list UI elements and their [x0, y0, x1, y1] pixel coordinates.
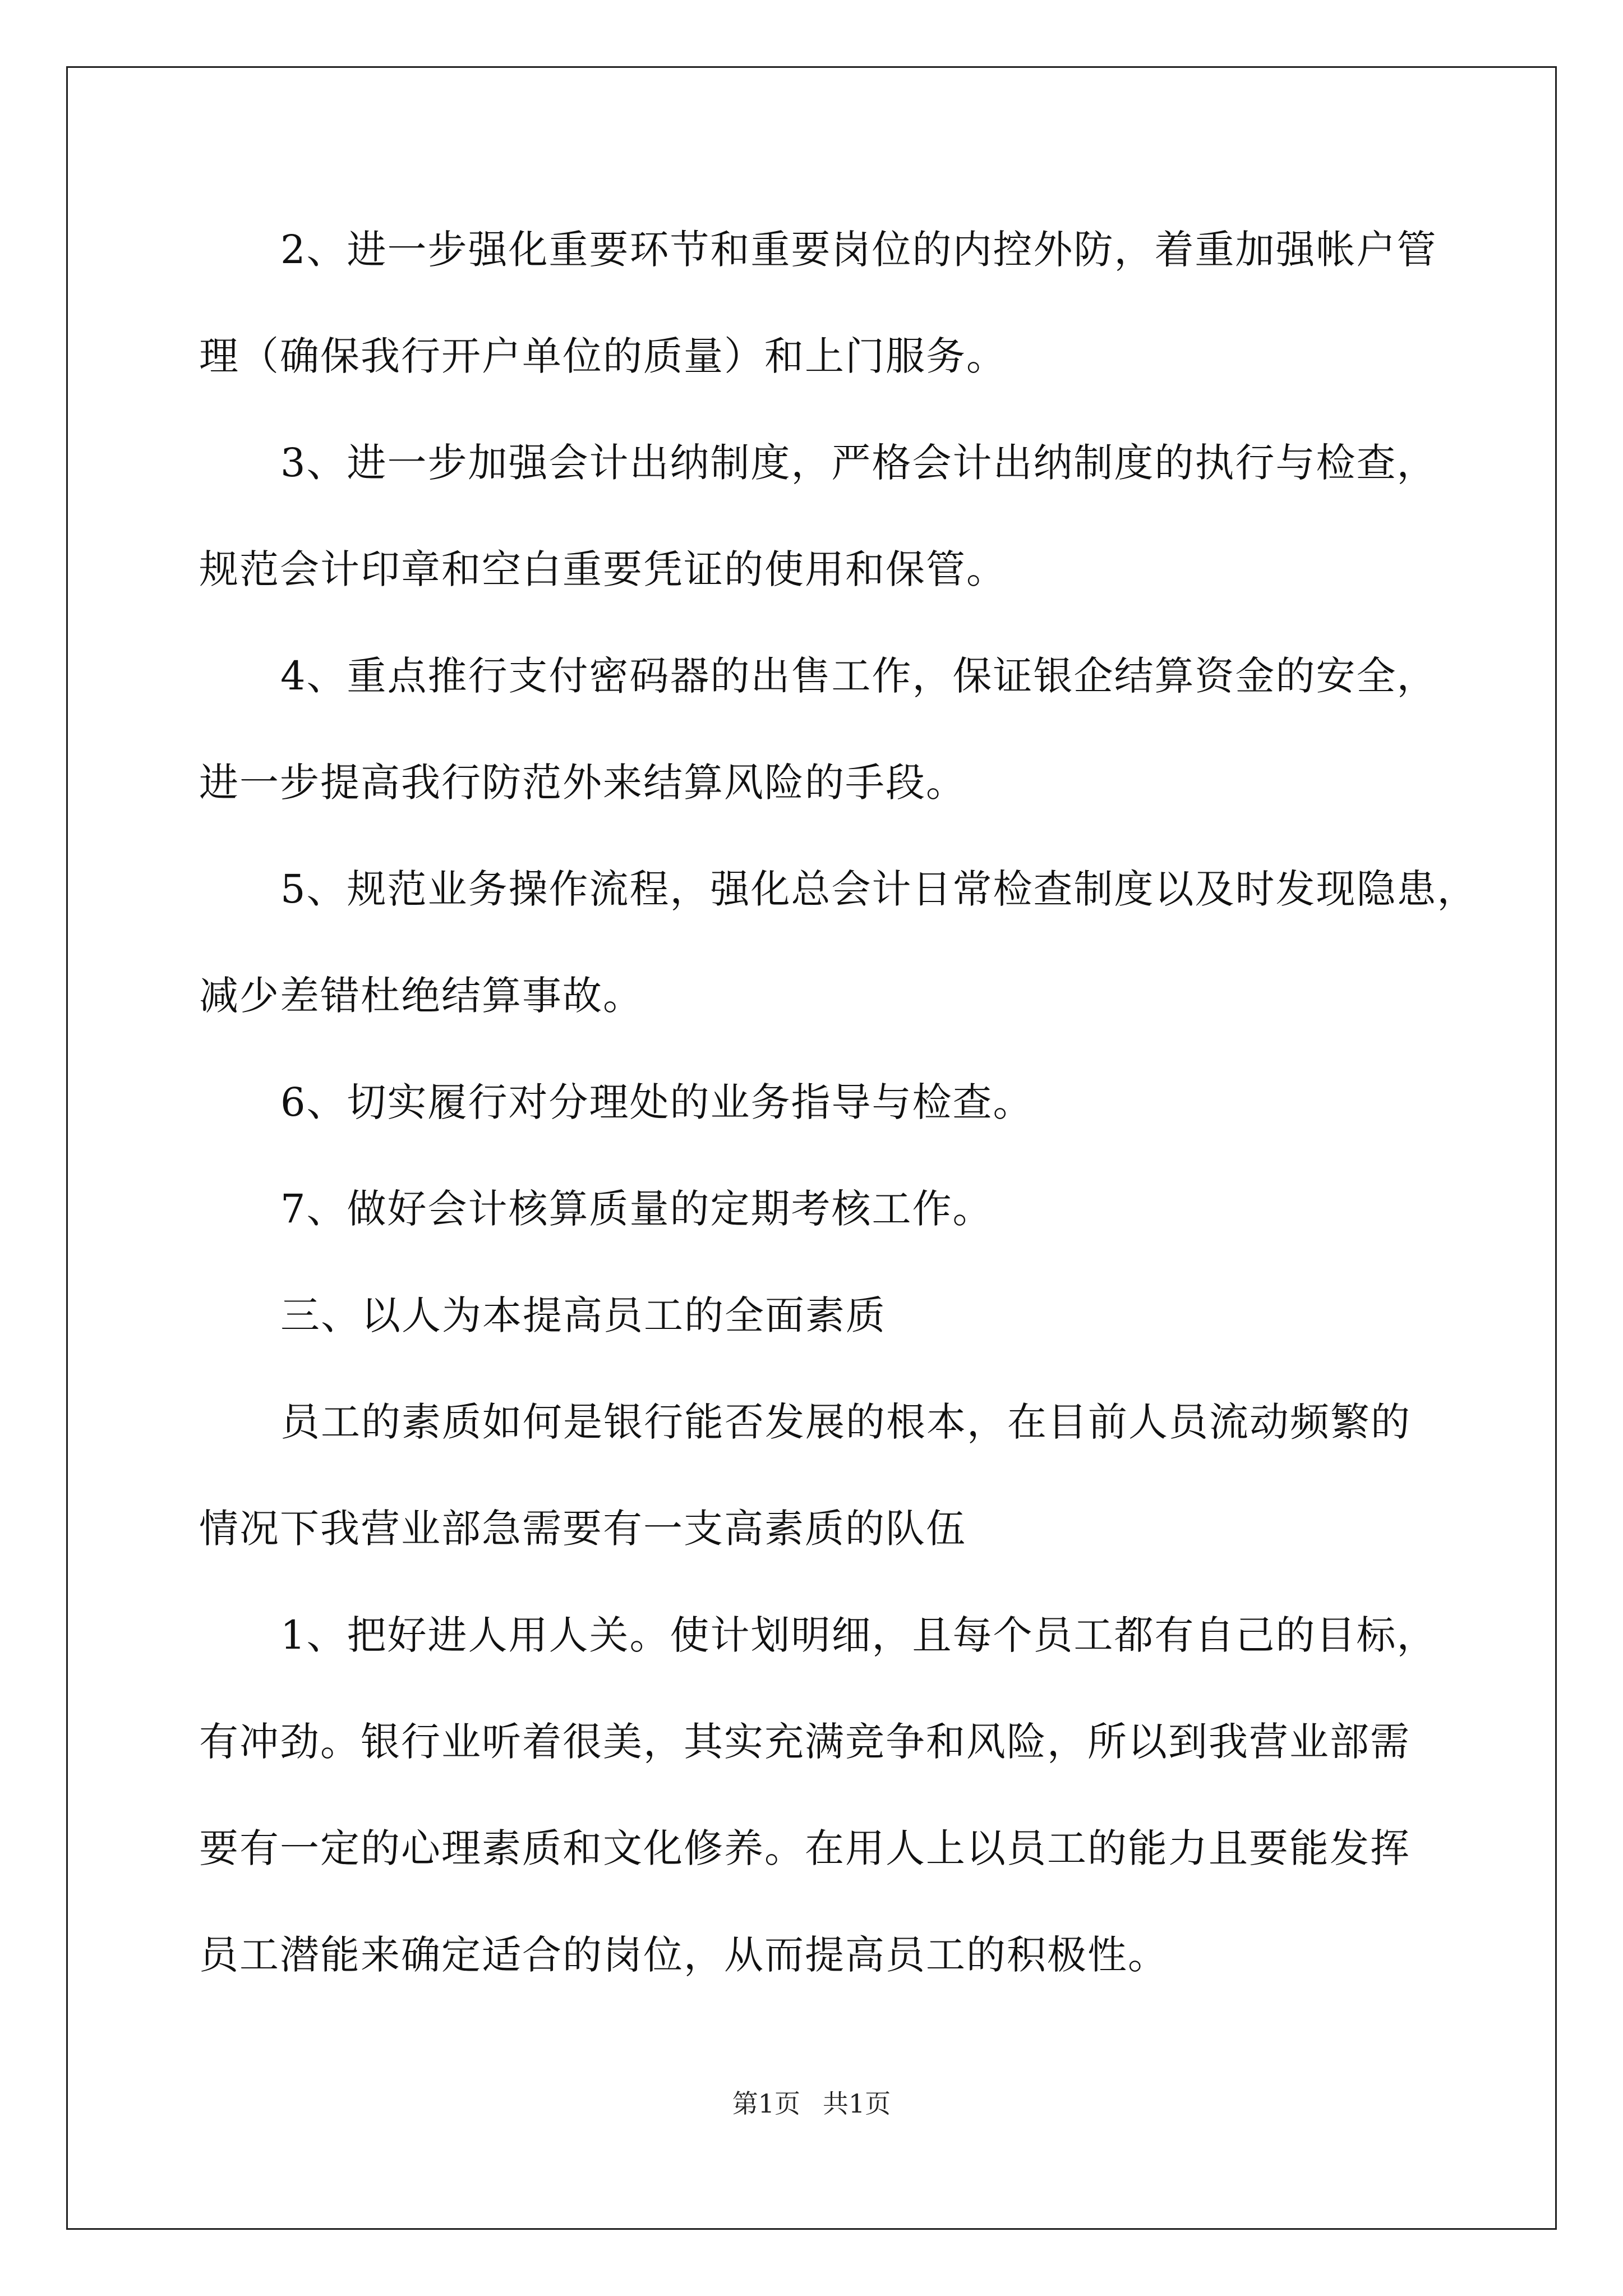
paragraph-line: 6、切实履行对分理处的业务指导与检查。 — [280, 1079, 1034, 1125]
paragraph-line: 4、重点推行支付密码器的出售工作，保证银企结算资金的安全， — [280, 653, 1437, 699]
paragraph-line: 2、进一步强化重要环节和重要岗位的内控外防，着重加强帐户管 — [280, 227, 1437, 273]
page-number: 第1页 — [732, 2088, 800, 2119]
section-heading: 三、以人为本提高员工的全面素质 — [280, 1292, 886, 1338]
page-total: 共1页 — [823, 2088, 891, 2119]
page-border — [66, 66, 1557, 2230]
page-footer — [0, 2087, 1623, 2120]
paragraph-line: 5、规范业务操作流程，强化总会计日常检查制度以及时发现隐患， — [280, 866, 1478, 912]
paragraph-line: 情况下我营业部急需要有一支高素质的队伍 — [199, 1506, 966, 1552]
paragraph-line: 进一步提高我行防范外来结算风险的手段。 — [199, 760, 966, 806]
paragraph-line: 有冲劲。银行业听着很美，其实充满竞争和风险，所以到我营业部需 — [199, 1719, 1410, 1765]
paragraph-line: 1、把好进人用人关。使计划明细，且每个员工都有自己的目标， — [280, 1612, 1437, 1658]
paragraph-line: 减少差错杜绝结算事故。 — [199, 973, 643, 1019]
paragraph-line: 员工潜能来确定适合的岗位，从而提高员工的积极性。 — [199, 1932, 1168, 1978]
paragraph-line: 规范会计印章和空白重要凭证的使用和保管。 — [199, 546, 1007, 592]
paragraph-line: 员工的素质如何是银行能否发展的根本，在目前人员流动频繁的 — [280, 1399, 1411, 1445]
paragraph-line: 3、进一步加强会计出纳制度，严格会计出纳制度的执行与检查， — [280, 440, 1437, 486]
paragraph-line: 要有一定的心理素质和文化修养。在用人上以员工的能力且要能发挥 — [199, 1825, 1410, 1871]
paragraph-line: 理（确保我行开户单位的质量）和上门服务。 — [199, 333, 1007, 379]
paragraph-line: 7、做好会计核算质量的定期考核工作。 — [280, 1186, 993, 1232]
